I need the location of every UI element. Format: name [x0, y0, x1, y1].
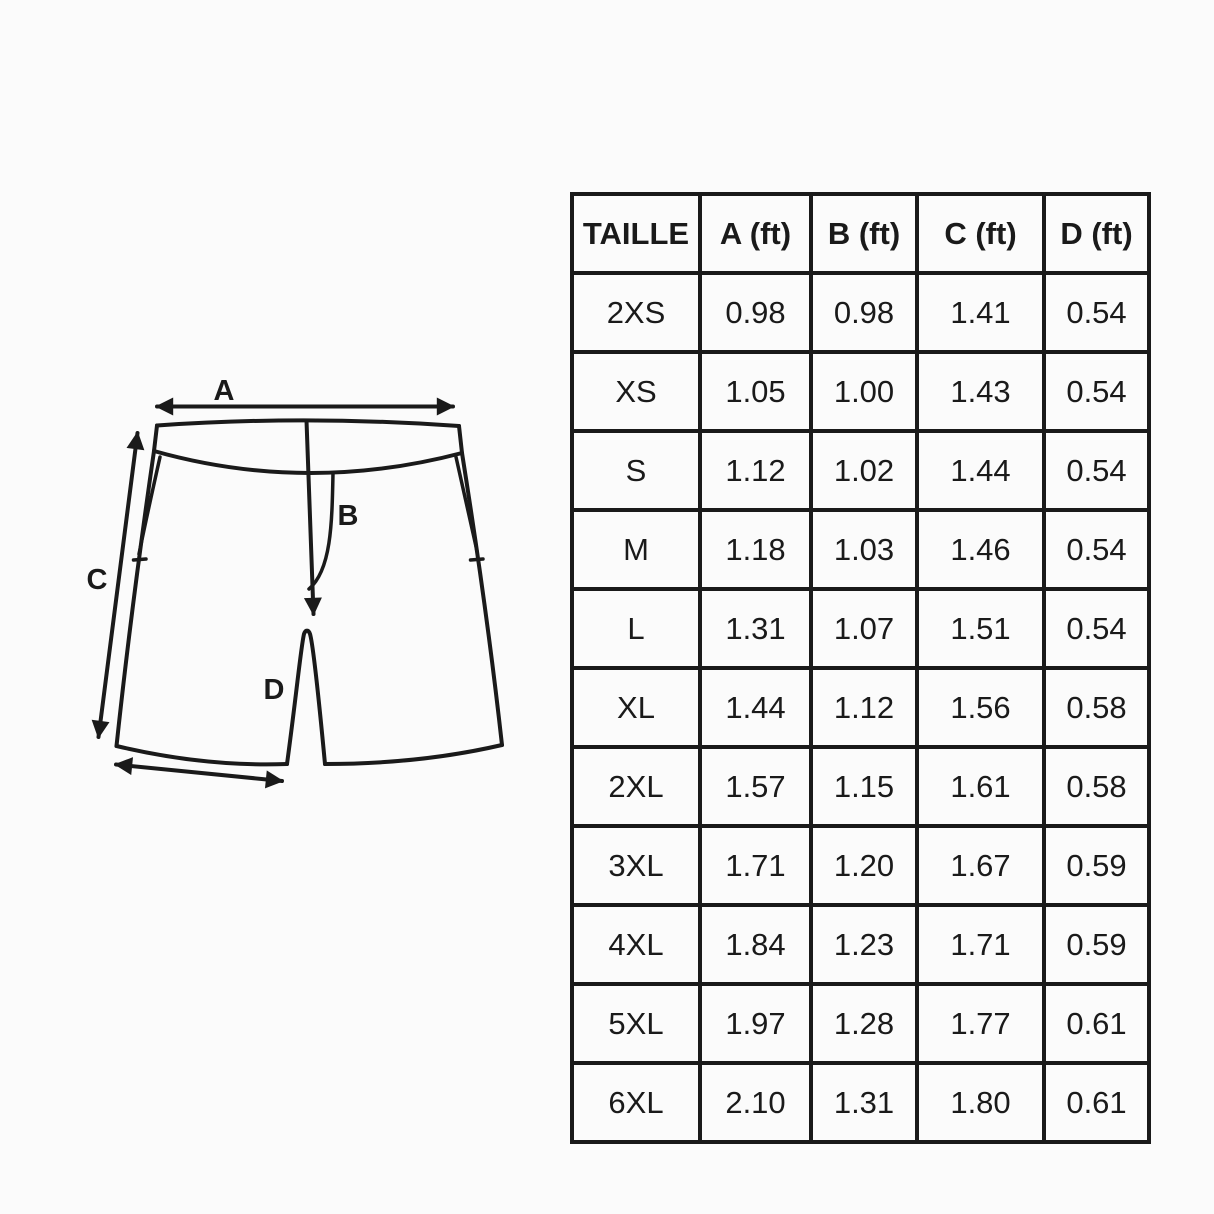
value-cell: 1.51: [917, 589, 1044, 668]
size-table: [570, 192, 1151, 1144]
table-row: [572, 826, 1149, 905]
value-cell: 0.58: [1044, 668, 1149, 747]
size-cell: 4XL: [572, 905, 700, 984]
dimension-label-a: A: [213, 375, 235, 407]
value-cell: 1.67: [917, 826, 1044, 905]
table-row: [572, 747, 1149, 826]
value-cell: 1.05: [700, 352, 811, 431]
value-cell: 1.02: [811, 431, 917, 510]
size-table-container: [570, 192, 1147, 1144]
size-cell: XL: [572, 668, 700, 747]
value-cell: 0.54: [1044, 431, 1149, 510]
size-cell: 5XL: [572, 984, 700, 1063]
value-cell: 0.59: [1044, 826, 1149, 905]
table-row: [572, 1063, 1149, 1142]
size-cell: M: [572, 510, 700, 589]
value-cell: 1.84: [700, 905, 811, 984]
value-cell: 1.44: [917, 431, 1044, 510]
shorts-diagram: [60, 355, 530, 815]
col-header-taille: TAILLE: [572, 194, 700, 273]
value-cell: 0.61: [1044, 1063, 1149, 1142]
table-row: [572, 352, 1149, 431]
value-cell: 1.12: [811, 668, 917, 747]
value-cell: 1.97: [700, 984, 811, 1063]
value-cell: 1.03: [811, 510, 917, 589]
value-cell: 1.23: [811, 905, 917, 984]
dimension-label-b: B: [337, 500, 359, 532]
table-row: [572, 589, 1149, 668]
value-cell: 0.54: [1044, 273, 1149, 352]
dimension-label-d: D: [263, 674, 285, 706]
value-cell: 1.57: [700, 747, 811, 826]
value-cell: 1.43: [917, 352, 1044, 431]
value-cell: 0.59: [1044, 905, 1149, 984]
col-header-d: D (ft): [1044, 194, 1149, 273]
value-cell: 1.44: [700, 668, 811, 747]
value-cell: 1.00: [811, 352, 917, 431]
size-cell: XS: [572, 352, 700, 431]
value-cell: 1.56: [917, 668, 1044, 747]
value-cell: 1.20: [811, 826, 917, 905]
value-cell: 1.80: [917, 1063, 1044, 1142]
col-header-a: A (ft): [700, 194, 811, 273]
value-cell: 0.61: [1044, 984, 1149, 1063]
table-row: [572, 510, 1149, 589]
value-cell: 1.28: [811, 984, 917, 1063]
value-cell: 0.54: [1044, 352, 1149, 431]
dimension-arrow-b: [307, 421, 314, 615]
value-cell: 1.41: [917, 273, 1044, 352]
table-header-row: [572, 194, 1149, 273]
table-row: [572, 905, 1149, 984]
size-cell: 2XL: [572, 747, 700, 826]
dimension-arrow-d: [116, 765, 282, 782]
size-cell: 3XL: [572, 826, 700, 905]
value-cell: 1.61: [917, 747, 1044, 826]
dimension-label-c: C: [86, 564, 108, 596]
value-cell: 0.98: [700, 273, 811, 352]
size-cell: S: [572, 431, 700, 510]
value-cell: 0.98: [811, 273, 917, 352]
value-cell: 1.71: [917, 905, 1044, 984]
size-cell: 2XS: [572, 273, 700, 352]
value-cell: 1.07: [811, 589, 917, 668]
table-row: [572, 984, 1149, 1063]
value-cell: 1.18: [700, 510, 811, 589]
value-cell: 1.46: [917, 510, 1044, 589]
value-cell: 1.71: [700, 826, 811, 905]
value-cell: 1.31: [811, 1063, 917, 1142]
value-cell: 0.54: [1044, 589, 1149, 668]
value-cell: 1.31: [700, 589, 811, 668]
value-cell: 0.58: [1044, 747, 1149, 826]
value-cell: 0.54: [1044, 510, 1149, 589]
col-header-c: C (ft): [917, 194, 1044, 273]
col-header-b: B (ft): [811, 194, 917, 273]
table-row: [572, 668, 1149, 747]
value-cell: 2.10: [700, 1063, 811, 1142]
value-cell: 1.77: [917, 984, 1044, 1063]
table-row: [572, 273, 1149, 352]
size-cell: L: [572, 589, 700, 668]
value-cell: 1.15: [811, 747, 917, 826]
value-cell: 1.12: [700, 431, 811, 510]
table-row: [572, 431, 1149, 510]
size-cell: 6XL: [572, 1063, 700, 1142]
